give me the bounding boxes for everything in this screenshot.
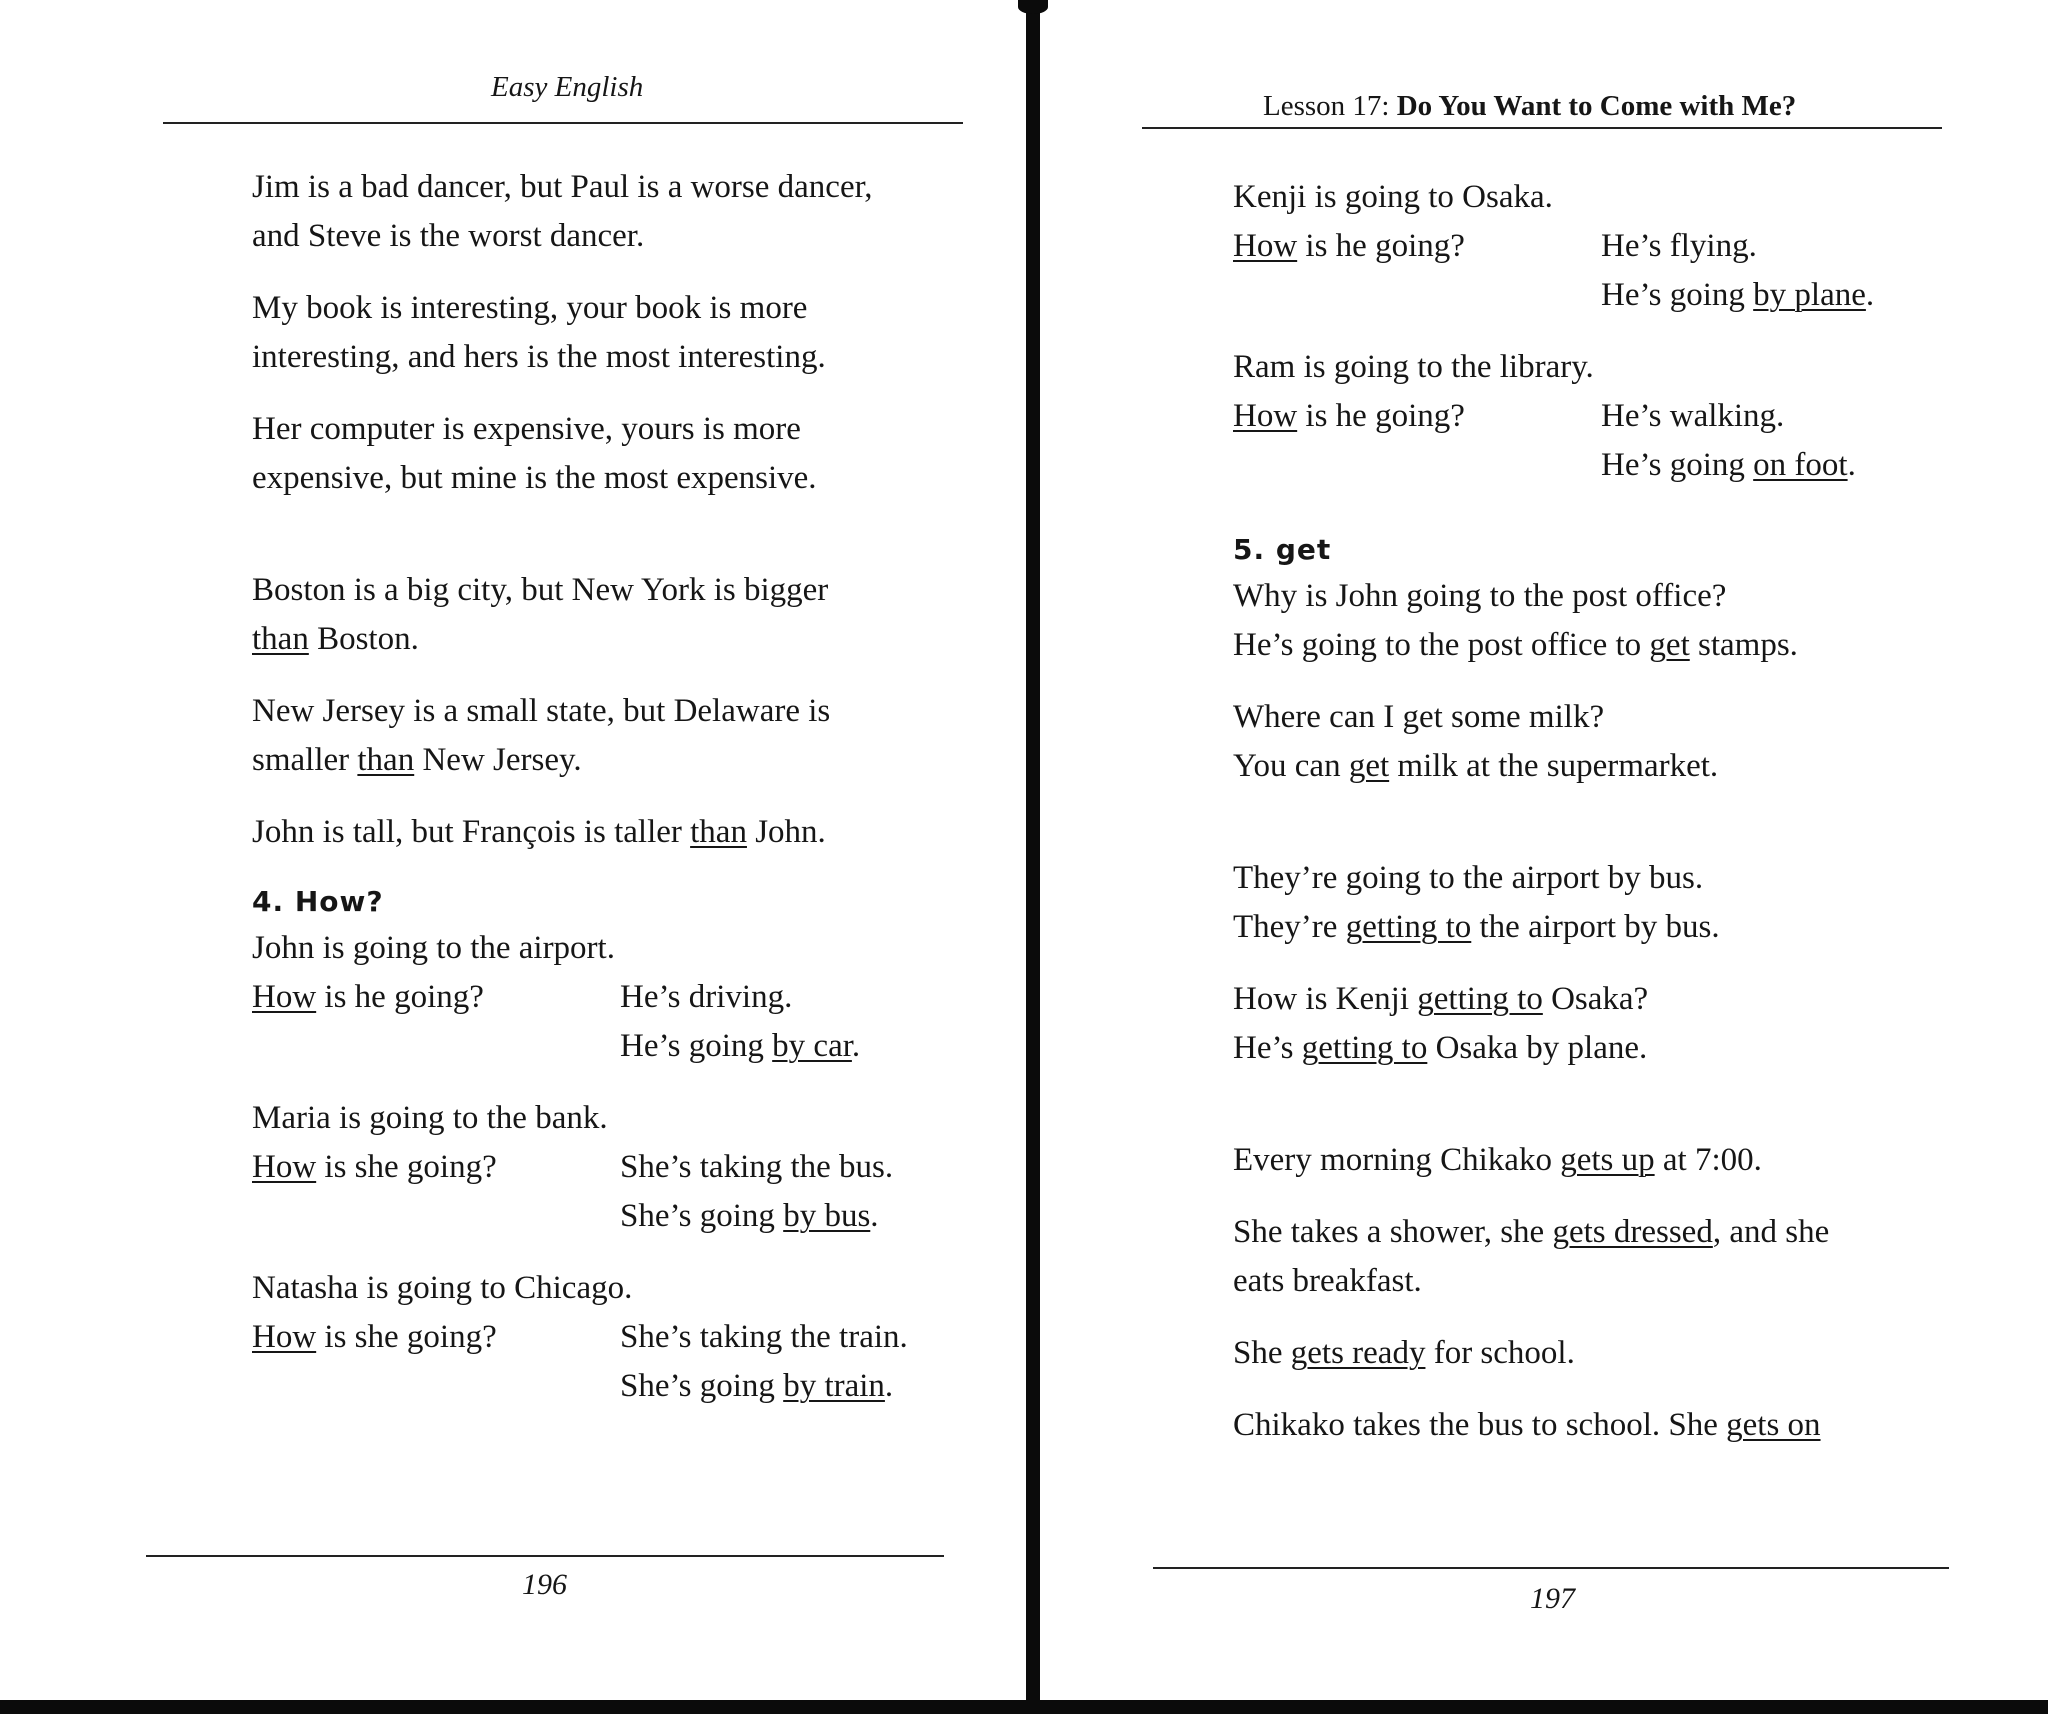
get-example: She takes a shower, she gets dressed, and she eats breakfast. — [1233, 1214, 1830, 1299]
how-example: Kenji is going to Osaka. How is he going? He’s flying. He’s going by plane. — [1233, 179, 1875, 313]
footer-rule — [1153, 1567, 1949, 1569]
than-example: John is tall, but François is taller than John. — [252, 814, 826, 850]
than-example: New Jersey is a small state, but Delaware is smaller than New Jersey. — [252, 693, 831, 778]
section-title-get: 5. get — [1233, 533, 1332, 566]
how-example: John is going to the airport. How is he going? He’s driving. He’s going by car. — [252, 930, 861, 1064]
get-example: Why is John going to the post office? He’s going to the post office to get stamps. — [1233, 578, 1798, 663]
comparison-paragraph: Jim is a bad dancer, but Paul is a worse dancer, and Steve is the worst dancer. — [252, 169, 873, 254]
how-example: Ram is going to the library. How is he going? He’s walking. He’s going on foot. — [1233, 349, 1856, 483]
get-example: She gets ready for school. — [1233, 1335, 1575, 1371]
header-rule — [163, 122, 963, 124]
comparison-paragraph: Her computer is expensive, yours is more expensive, but mine is the most expensive. — [252, 411, 817, 496]
get-example: Every morning Chikako gets up at 7:00. — [1233, 1142, 1762, 1178]
running-header: Lesson 17: Do You Want to Come with Me? — [1263, 90, 1797, 122]
how-example: Natasha is going to Chicago. How is she going? She’s taking the train. She’s going by train. — [252, 1270, 908, 1404]
right-content — [1233, 173, 2013, 1473]
section-title-how: 4. How? — [252, 885, 384, 918]
footer-rule — [146, 1555, 944, 1557]
page-number: 196 — [522, 1568, 567, 1601]
get-example: Chikako takes the bus to school. She gets on — [1233, 1407, 1821, 1443]
header-rule — [1142, 127, 1942, 129]
running-header: Easy English — [491, 71, 644, 103]
scan-bottom-edge — [0, 1700, 2048, 1714]
comparison-paragraph: My book is interesting, your book is more interesting, and hers is the most interesting. — [252, 290, 826, 375]
page-number: 197 — [1530, 1582, 1575, 1615]
how-example: Maria is going to the bank. How is she going? She’s taking the bus. She’s going by bus. — [252, 1100, 894, 1234]
right-page — [1038, 0, 2048, 1714]
get-example: They’re going to the airport by bus. They’re getting to the airport by bus. — [1233, 860, 1720, 945]
get-example: Where can I get some milk? You can get milk at the supermarket. — [1233, 699, 1719, 784]
get-example: How is Kenji getting to Osaka? He’s getting to Osaka by plane. — [1233, 981, 1649, 1066]
than-example: Boston is a big city, but New York is bigger than Boston. — [252, 572, 829, 657]
left-content — [252, 163, 992, 1434]
